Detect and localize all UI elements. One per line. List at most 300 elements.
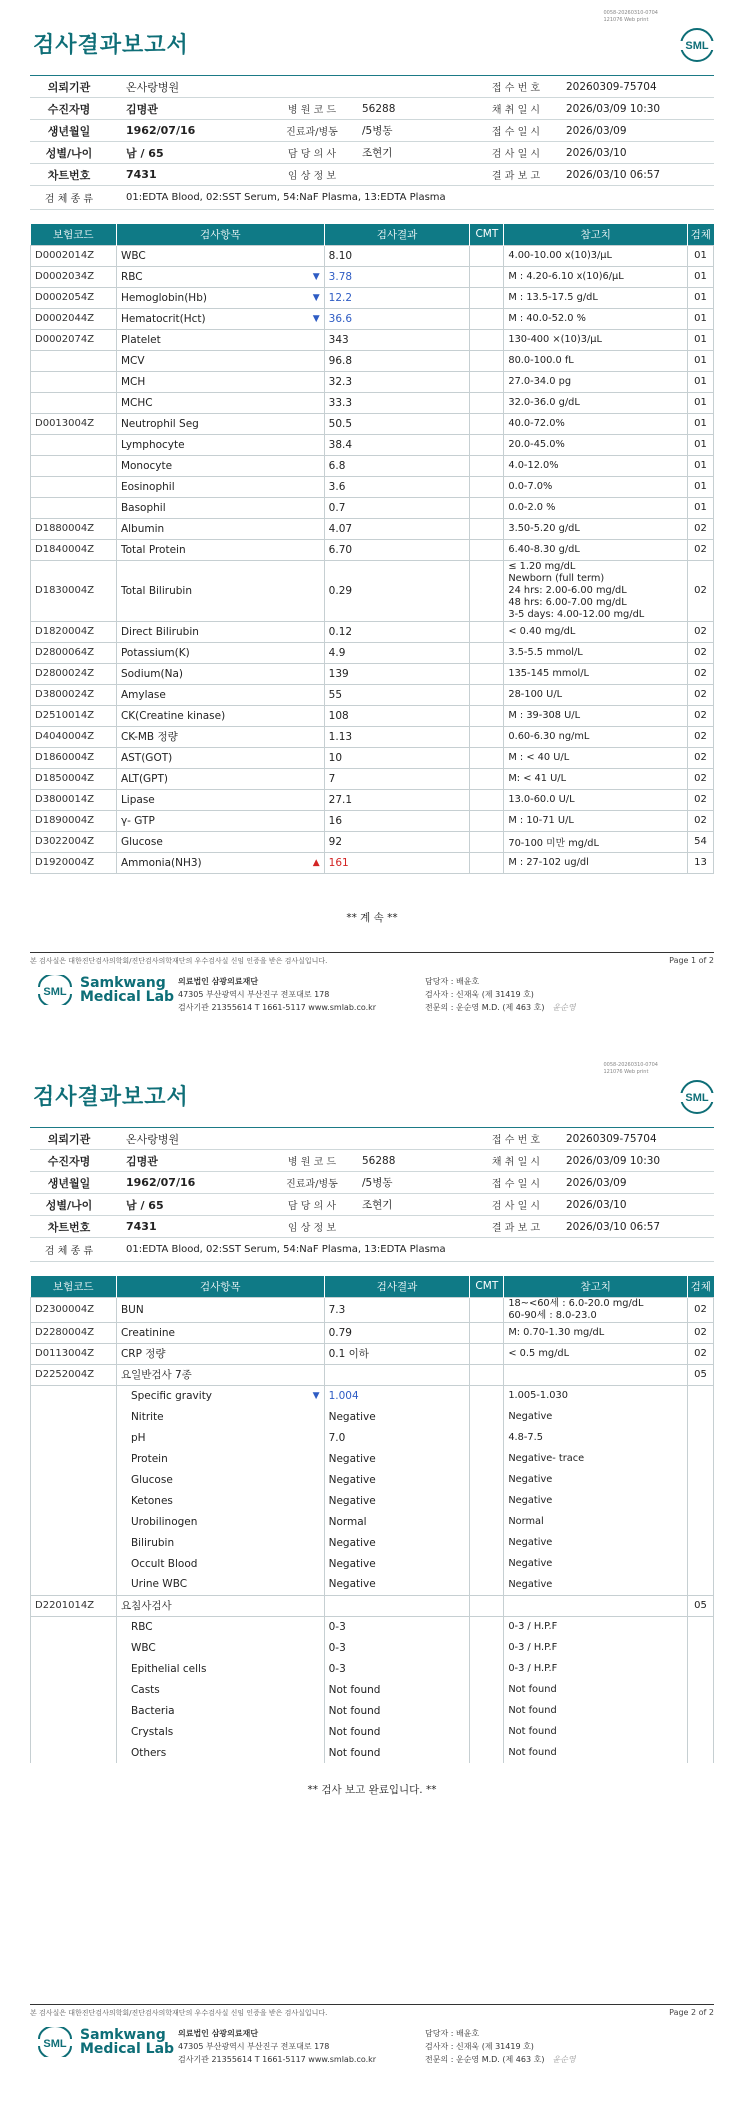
chart-label: 차트번호 <box>47 168 91 182</box>
reference-range: Negative <box>504 1469 688 1490</box>
insurance-code <box>31 1469 117 1490</box>
sex-age-label: 성별/나이 <box>45 1198 93 1212</box>
comment-cell <box>470 1637 504 1658</box>
header-result: 검사결과 <box>324 224 470 245</box>
test-name: Creatinine <box>120 1326 175 1339</box>
comment-cell <box>470 1427 504 1448</box>
insurance-code: D0013004Z <box>31 413 117 434</box>
test-result: 7.0 <box>324 1427 470 1448</box>
reference-line: M : 40.0-52.0 % <box>508 313 586 324</box>
reference-line: 135-145 mmol/L <box>508 668 589 679</box>
insurance-code: D0002014Z <box>31 245 117 266</box>
reference-range: Not found <box>504 1679 688 1700</box>
signature: 윤순영 <box>552 1003 576 1012</box>
specimen-code: 02 <box>688 726 714 747</box>
header-cmt: CMT <box>470 1276 504 1297</box>
table-row <box>31 1469 714 1490</box>
chart-value: 7431 <box>126 1220 157 1233</box>
sml-logo-icon <box>678 1078 716 1116</box>
reported-value: 2026/03/10 06:57 <box>566 1220 661 1233</box>
reference-line: 48 hrs: 6.00-7.00 mg/dL <box>508 596 627 608</box>
table-row <box>31 810 714 831</box>
comment-cell <box>470 1490 504 1511</box>
test-name-wrap <box>121 1474 320 1486</box>
insurance-code: D1840004Z <box>31 539 117 560</box>
test-name: Basophil <box>120 501 166 514</box>
hospital-code-label: 병 원 코 드 <box>287 1157 337 1168</box>
comment-cell <box>470 329 504 350</box>
test-result: 27.1 <box>324 789 470 810</box>
test-result: 0-3 <box>324 1658 470 1679</box>
comment-cell <box>470 747 504 768</box>
table-row <box>31 1700 714 1721</box>
specimen-code: 01 <box>688 455 714 476</box>
birth-label: 생년월일 <box>47 1176 91 1190</box>
table-row <box>31 1658 714 1679</box>
table-row <box>31 642 714 663</box>
doctor-label: 담 당 의 사 <box>287 149 337 160</box>
test-name: Others <box>130 1746 167 1759</box>
reference-line: M : 13.5-17.5 g/dL <box>508 292 598 303</box>
insurance-code <box>31 455 117 476</box>
test-name-cell <box>116 1700 324 1721</box>
insurance-code: D3800024Z <box>31 684 117 705</box>
reference-range <box>504 476 688 497</box>
insurance-code: D0002034Z <box>31 266 117 287</box>
patient-name-label: 수진자명 <box>47 1154 91 1168</box>
test-name: Potassium(K) <box>120 646 190 659</box>
svg-text:SML: SML <box>685 1092 709 1104</box>
sample-value: 01:EDTA Blood, 02:SST Serum, 54:NaF Plasma, 13:EDTA Plasma <box>126 1244 446 1255</box>
test-name-wrap <box>121 773 320 785</box>
reference-line: 4.00-10.00 x(10)3/µL <box>508 250 612 261</box>
test-result: 7 <box>324 768 470 789</box>
footer-logo <box>36 975 174 1005</box>
reference-range <box>504 705 688 726</box>
test-name-wrap <box>121 1663 320 1675</box>
table-row <box>31 518 714 539</box>
test-name-cell <box>116 518 324 539</box>
reference-line: 20.0-45.0% <box>508 439 565 450</box>
test-name-wrap <box>121 1390 320 1402</box>
specimen-code: 01 <box>688 371 714 392</box>
specimen-code: 02 <box>687 1297 713 1322</box>
reference-range: Not found <box>504 1700 688 1721</box>
reference-line: 130-400 ×(10)3/µL <box>508 334 602 345</box>
test-name-cell <box>116 266 324 287</box>
test-name-wrap <box>121 523 320 535</box>
comment-cell <box>470 810 504 831</box>
specimen-code: 02 <box>688 747 714 768</box>
table-row <box>31 476 714 497</box>
test-name-cell <box>116 413 324 434</box>
test-result: Negative <box>324 1532 470 1553</box>
table-row <box>31 1553 714 1574</box>
specimen-code: 01 <box>688 245 714 266</box>
specimen-code: 02 <box>688 684 714 705</box>
test-result <box>324 1595 470 1616</box>
test-result: 139 <box>324 663 470 684</box>
insurance-code <box>31 1511 117 1532</box>
table-row <box>31 789 714 810</box>
insurance-code <box>31 476 117 497</box>
comment-cell <box>470 1297 504 1322</box>
reported-label: 결 과 보 고 <box>491 171 541 182</box>
specimen-code <box>687 1406 713 1427</box>
specimen-code <box>687 1448 713 1469</box>
test-name-cell <box>116 663 324 684</box>
specimen-code: 02 <box>688 539 714 560</box>
test-result: 3.78 <box>324 266 470 287</box>
insurance-code <box>31 1721 117 1742</box>
test-name: Nitrite <box>130 1410 164 1423</box>
report-page-2 <box>0 1052 744 2104</box>
test-result <box>324 1364 470 1385</box>
test-name-cell <box>116 476 324 497</box>
reference-range: Negative <box>504 1490 688 1511</box>
brand-line-2: Medical Lab <box>80 989 175 1005</box>
hospital-code-value: 56288 <box>362 1154 396 1167</box>
test-name-wrap <box>121 857 320 869</box>
test-name-wrap <box>121 271 320 283</box>
table-row <box>31 831 714 852</box>
comment-cell <box>470 789 504 810</box>
table-row <box>31 1595 714 1616</box>
brand-line-1: Samkwang <box>80 975 166 991</box>
test-result: Negative <box>324 1406 470 1427</box>
reference-range: 0-3 / H.P.F <box>504 1637 688 1658</box>
test-result: 16 <box>324 810 470 831</box>
test-name: Specific gravity <box>130 1389 213 1402</box>
test-result: 0.1 이하 <box>324 1343 470 1364</box>
receipt-no-label: 접 수 번 호 <box>491 83 541 94</box>
test-name-wrap <box>121 397 320 409</box>
footer-logo <box>36 2027 174 2057</box>
specimen-code: 01 <box>688 266 714 287</box>
test-name-wrap <box>121 668 320 680</box>
table-row <box>31 329 714 350</box>
institution-value: 온사랑병원 <box>126 1132 180 1146</box>
insurance-code <box>31 1385 117 1406</box>
test-name-wrap <box>121 729 320 744</box>
sex-age-label: 성별/나이 <box>45 146 93 160</box>
insurance-code: D0002044Z <box>31 308 117 329</box>
table-row <box>31 539 714 560</box>
test-name-wrap <box>121 585 320 597</box>
insurance-code: D2800024Z <box>31 663 117 684</box>
test-name: Albumin <box>120 522 165 535</box>
continued-note: ** 계 속 ** <box>346 912 398 924</box>
comment-cell <box>470 621 504 642</box>
test-name-cell <box>116 831 324 852</box>
test-name: CRP 정량 <box>120 1348 166 1360</box>
insurance-code: D2510014Z <box>31 705 117 726</box>
test-result: 0.79 <box>324 1322 470 1343</box>
table-row <box>31 371 714 392</box>
specimen-code <box>687 1553 713 1574</box>
test-name: Glucose <box>120 835 163 848</box>
insurance-code: D0113004Z <box>31 1343 117 1364</box>
test-name-wrap <box>121 1327 320 1339</box>
reference-range <box>504 329 688 350</box>
reference-range <box>504 810 688 831</box>
results-table <box>30 1276 714 1763</box>
table-row <box>31 768 714 789</box>
comment-cell <box>470 1385 504 1406</box>
test-name: Urobilinogen <box>130 1515 198 1528</box>
reference-line: < 0.5 mg/dL <box>508 1348 570 1359</box>
report-title: 검사결과보고서 <box>33 33 189 58</box>
insurance-code: D1880004Z <box>31 518 117 539</box>
comment-cell <box>470 539 504 560</box>
test-name-wrap <box>121 1516 320 1528</box>
specimen-code: 01 <box>688 308 714 329</box>
test-result: Not found <box>324 1679 470 1700</box>
test-result: 4.9 <box>324 642 470 663</box>
receipt-no-value: 20260309-75704 <box>566 80 657 93</box>
results-table <box>30 224 714 874</box>
reference-line: 3.5-5.5 mmol/L <box>508 647 583 658</box>
table-row <box>31 1343 714 1364</box>
test-name-wrap <box>121 355 320 367</box>
brand-line-1: Samkwang <box>80 2027 166 2043</box>
test-name-cell <box>116 1385 324 1406</box>
specimen-code <box>687 1490 713 1511</box>
test-name-cell <box>116 1469 324 1490</box>
test-result: 1.13 <box>324 726 470 747</box>
reference-range <box>504 768 688 789</box>
reference-range: 0-3 / H.P.F <box>504 1616 688 1637</box>
sml-logo-icon <box>678 26 716 64</box>
test-name: Protein <box>130 1452 168 1465</box>
test-name-cell <box>116 434 324 455</box>
specimen-code <box>687 1532 713 1553</box>
reference-line: M : 10-71 U/L <box>508 815 574 826</box>
high-flag-icon: ▲ <box>312 857 320 868</box>
brand-line-2: Medical Lab <box>80 2041 175 2057</box>
test-result: Negative <box>324 1469 470 1490</box>
comment-cell <box>470 413 504 434</box>
test-name: Lipase <box>120 793 155 806</box>
test-result: Not found <box>324 1700 470 1721</box>
test-name: Bacteria <box>130 1704 175 1717</box>
comment-cell <box>470 1700 504 1721</box>
test-result: 0.12 <box>324 621 470 642</box>
table-row <box>31 1297 714 1322</box>
received-value: 2026/03/09 <box>566 124 627 137</box>
reference-line: M : 4.20-6.10 x(10)6/µL <box>508 271 624 282</box>
specimen-code: 02 <box>688 642 714 663</box>
test-name-cell <box>116 705 324 726</box>
comment-cell <box>470 392 504 413</box>
specimen-code: 01 <box>688 392 714 413</box>
table-row <box>31 1322 714 1343</box>
comment-cell <box>470 1721 504 1742</box>
collected-label: 채 취 일 시 <box>491 105 541 116</box>
patient-name-label: 수진자명 <box>47 102 91 116</box>
test-result: 8.10 <box>324 245 470 266</box>
table-row <box>31 1574 714 1595</box>
comment-cell <box>470 1595 504 1616</box>
test-name: WBC <box>130 1641 156 1654</box>
test-name: Sodium(Na) <box>120 667 183 680</box>
reference-range <box>504 1595 688 1616</box>
test-name-cell <box>116 308 324 329</box>
specimen-code <box>687 1679 713 1700</box>
test-name-wrap <box>121 418 320 430</box>
insurance-code <box>31 1658 117 1679</box>
reference-range <box>504 266 688 287</box>
reference-range: Normal <box>504 1511 688 1532</box>
specimen-code <box>687 1658 713 1679</box>
birth-value: 1962/07/16 <box>126 124 196 137</box>
reference-line: 4.0-12.0% <box>508 460 559 471</box>
comment-cell <box>470 642 504 663</box>
test-result: 10 <box>324 747 470 768</box>
reference-range <box>504 642 688 663</box>
test-name-cell <box>116 1511 324 1532</box>
test-name-cell <box>116 642 324 663</box>
test-name: Hematocrit(Hct) <box>120 312 206 325</box>
comment-cell <box>470 266 504 287</box>
comment-cell <box>470 1511 504 1532</box>
comment-cell <box>470 1616 504 1637</box>
test-name-cell <box>116 1616 324 1637</box>
reference-line: M : 27-102 ug/dl <box>508 857 589 868</box>
specimen-code <box>687 1700 713 1721</box>
test-result: Not found <box>324 1721 470 1742</box>
test-name-wrap <box>121 250 320 262</box>
insurance-code: D3800014Z <box>31 789 117 810</box>
test-name: Occult Blood <box>130 1557 198 1570</box>
test-name: MCH <box>120 375 146 388</box>
comment-cell <box>470 308 504 329</box>
tested-value: 2026/03/10 <box>566 1198 627 1211</box>
test-name-cell <box>116 1532 324 1553</box>
reference-range <box>504 789 688 810</box>
insurance-code: D1850004Z <box>31 768 117 789</box>
comment-cell <box>470 1469 504 1490</box>
test-name: Hemoglobin(Hb) <box>120 291 207 304</box>
test-result: Negative <box>324 1448 470 1469</box>
table-row <box>31 1490 714 1511</box>
test-result: Negative <box>324 1553 470 1574</box>
table-row <box>31 497 714 518</box>
test-result: 1.004 <box>324 1385 470 1406</box>
reference-range <box>504 497 688 518</box>
test-name-wrap <box>121 481 320 493</box>
reference-range <box>504 413 688 434</box>
test-result: 3.6 <box>324 476 470 497</box>
table-row <box>31 1406 714 1427</box>
comment-cell <box>470 350 504 371</box>
sex-age-value: 남 / 65 <box>126 146 164 160</box>
comment-cell <box>470 455 504 476</box>
test-name: Platelet <box>120 333 161 346</box>
test-name-wrap <box>121 1346 320 1361</box>
chart-label: 차트번호 <box>47 1220 91 1234</box>
specimen-code: 01 <box>688 434 714 455</box>
reference-line: ≤ 1.20 mg/dL <box>508 560 576 572</box>
reference-range <box>504 747 688 768</box>
patient-info <box>30 1127 714 1262</box>
reference-range <box>504 831 688 852</box>
insurance-code <box>31 1490 117 1511</box>
report-title: 검사결과보고서 <box>33 1085 189 1110</box>
comment-cell <box>470 1532 504 1553</box>
reference-range <box>504 1343 688 1364</box>
specimen-code: 01 <box>688 476 714 497</box>
test-name: Ammonia(NH3) <box>120 856 202 869</box>
comment-cell <box>470 434 504 455</box>
specimen-code: 02 <box>688 663 714 684</box>
table-row <box>31 726 714 747</box>
comment-cell <box>470 831 504 852</box>
specimen-code <box>687 1385 713 1406</box>
table-row <box>31 852 714 873</box>
test-name-cell <box>116 392 324 413</box>
sample-value: 01:EDTA Blood, 02:SST Serum, 54:NaF Plasma, 13:EDTA Plasma <box>126 192 446 203</box>
table-row <box>31 1427 714 1448</box>
insurance-code: D1820004Z <box>31 621 117 642</box>
insurance-code: D0002054Z <box>31 287 117 308</box>
reference-range: 4.8-7.5 <box>504 1427 688 1448</box>
lab-info: 의료법인 삼광의료재단 47305 부산광역시 부산진구 전포대로 178 검사기관 21355614 T 1661-5117 www.smlab.co.kr <box>178 977 377 1012</box>
specimen-code: 02 <box>688 705 714 726</box>
reference-range: Negative <box>504 1574 688 1595</box>
staff-info: 담당자 : 배윤호 검사자 : 신재욱 (제 31419 호) 전문의 : 운순영 M.D. (제 463 호) 윤순영 <box>425 2029 576 2064</box>
reference-line: 13.0-60.0 U/L <box>508 794 575 805</box>
header-specimen: 검체 <box>688 224 714 245</box>
lab-info: 의료법인 삼광의료재단 47305 부산광역시 부산진구 전포대로 178 검사기관 21355614 T 1661-5117 www.smlab.co.kr <box>178 2029 377 2064</box>
reference-range <box>504 245 688 266</box>
reference-range <box>504 1297 688 1322</box>
insurance-code: D1920004Z <box>31 852 117 873</box>
comment-cell <box>470 1658 504 1679</box>
test-name: Lymphocyte <box>120 438 185 451</box>
test-name-wrap <box>121 544 320 556</box>
reference-range: 0-3 / H.P.F <box>504 1658 688 1679</box>
table-row <box>31 705 714 726</box>
test-name-cell <box>116 789 324 810</box>
test-name-wrap <box>121 752 320 764</box>
comment-cell <box>470 1343 504 1364</box>
test-result: 7.3 <box>324 1297 470 1322</box>
sml-footer-logo-icon <box>36 975 74 1005</box>
test-result: Negative <box>324 1490 470 1511</box>
comment-cell <box>470 1742 504 1763</box>
table-row <box>31 434 714 455</box>
test-name: MCV <box>120 354 145 367</box>
table-row <box>31 1511 714 1532</box>
table-row <box>31 392 714 413</box>
test-name-cell <box>116 1448 324 1469</box>
specimen-code: 05 <box>687 1595 713 1616</box>
table-row <box>31 560 714 621</box>
test-name-cell <box>116 1427 324 1448</box>
reference-line: Newborn (full term) <box>508 572 605 584</box>
signature: 윤순영 <box>552 2055 576 2064</box>
specimen-code: 01 <box>688 413 714 434</box>
reference-line: M: < 41 U/L <box>508 773 567 784</box>
test-name-wrap <box>121 647 320 659</box>
insurance-code <box>31 392 117 413</box>
specimen-code <box>687 1637 713 1658</box>
comment-cell <box>470 1448 504 1469</box>
reference-line: 60-90세 : 8.0-23.0 <box>508 1309 597 1321</box>
insurance-code <box>31 1406 117 1427</box>
reference-range: Negative- trace <box>504 1448 688 1469</box>
